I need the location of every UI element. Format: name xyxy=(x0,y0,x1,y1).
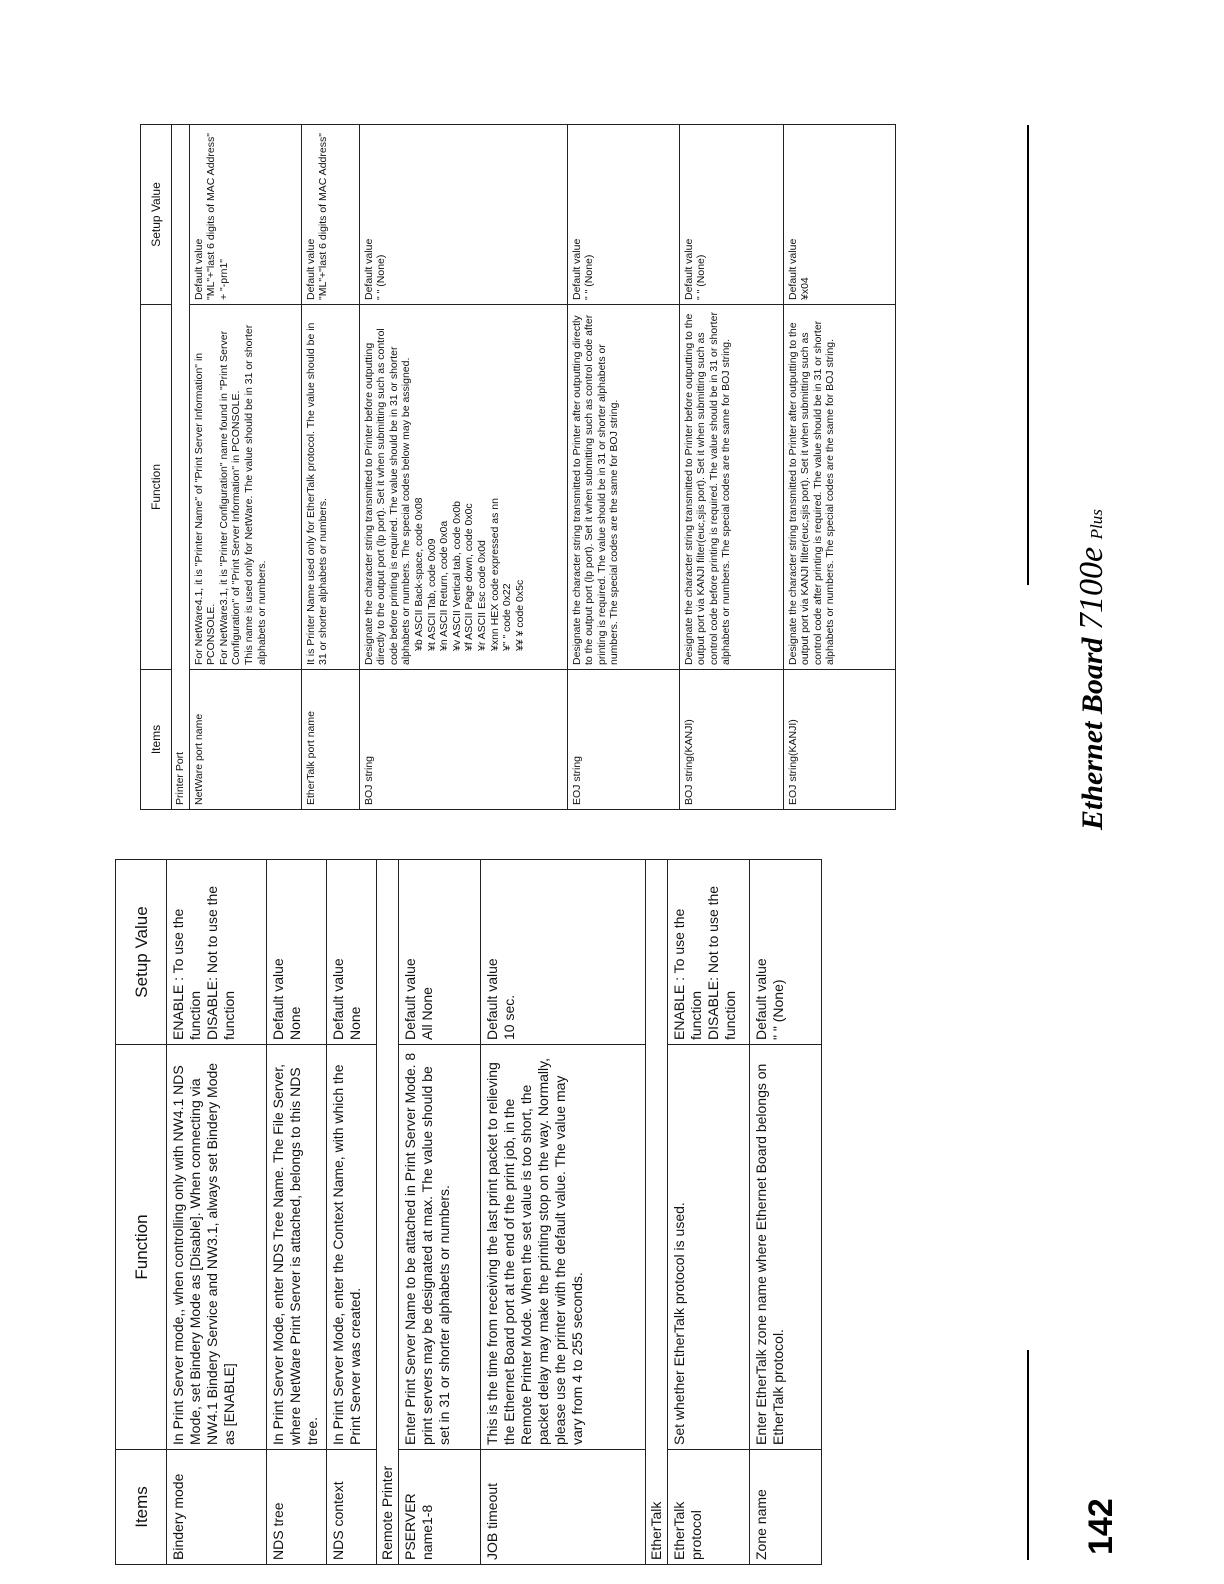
function-cell: It is Printer Name used only for EtherTalk protocol. The value should be in 31 or shorter alphabets or numbers. xyxy=(301,305,359,670)
function-cell: In Print Server Mode, enter the Context Name, with which the Print Server was created. xyxy=(327,1045,377,1450)
setup-cell: Default value 10 sec. xyxy=(481,860,646,1045)
table-row xyxy=(327,860,377,1565)
footer-model: 7100e xyxy=(1073,546,1110,630)
header-function: Function xyxy=(141,305,172,670)
section-title: Printer Port xyxy=(172,125,190,810)
section-row-printer-port xyxy=(172,125,190,810)
function-cell: Set whether EtherTalk protocol is used. xyxy=(668,1045,750,1450)
table-row xyxy=(301,125,359,810)
item-cell: BOJ string xyxy=(359,670,567,810)
table-row xyxy=(750,860,822,1565)
table-row xyxy=(189,125,301,810)
function-cell: For NetWare4.1, it is "Printer Name" of "Print Server Information" in PCONSOLE. For NetWare3.1, it is "Printer Configuration" name found in "Print Server Configuration" of "Print Server Information" in PCONSOLE. This name is used only for NetWare. The value should be in 31 or shorter alphabets or numbers. xyxy=(189,305,301,670)
setup-cell: Default value " " (None) xyxy=(679,125,783,305)
item-cell: EtherTalk protocol xyxy=(668,1450,750,1565)
table-row xyxy=(359,125,567,810)
footer-rule xyxy=(1027,1350,1029,1560)
footer-suffix: Plus xyxy=(1087,509,1106,540)
setup-cell: Default value None xyxy=(327,860,377,1045)
item-cell: EtherTalk port name xyxy=(301,670,359,810)
section-title: EtherTalk xyxy=(646,860,668,1565)
function-cell: Designate the character string transmitted to Printer before outputting to the output port via KANJI filter(euc,sjis port). Set it when submitting such as control code before printing is required. The value should be in 31 or shorter alphabets or numbers. The special codes are the same for BOJ string. xyxy=(679,305,783,670)
table-row xyxy=(567,125,679,810)
header-setup-value: Setup Value xyxy=(116,860,167,1045)
section-row-ethertalk xyxy=(646,860,668,1565)
special-code: ¥r ASCII Esc code 0x0d xyxy=(475,540,488,651)
function-cell: Designate the character string transmitted to Printer after outputting to the output port via KANJI filter(euc,sjis port). Set it when submitting such as control code after printing is required. The value should be in 31 or shorter alphabets or numbers. The special codes are the same for BOJ string. xyxy=(783,305,895,670)
function-cell: In Print Server Mode, enter NDS Tree Name. The File Server, where NetWare Print Server is attached, belongs to this NDS tree. xyxy=(267,1045,327,1450)
printer-port-table xyxy=(140,125,880,810)
item-cell: JOB timeout xyxy=(481,1450,646,1565)
left-settings-table xyxy=(115,860,865,1565)
setup-cell: Default value "ML"+"last 6 digits of MAC Address" xyxy=(301,125,359,305)
setup-cell: ENABLE : To use the function DISABLE: Not to use the function xyxy=(167,860,267,1045)
table-header-row xyxy=(141,125,172,810)
table-row xyxy=(679,125,783,810)
special-code: ¥" " code 0x22 xyxy=(501,583,514,651)
item-cell: NDS tree xyxy=(267,1450,327,1565)
header-function: Function xyxy=(116,1045,167,1450)
table-row xyxy=(167,860,267,1565)
function-cell: Enter Print Server Name to be attached in Print Server Mode. 8 print servers may be designated at max. The value should be set in 31 or shorter alphabets or numbers. xyxy=(399,1045,481,1450)
function-cell: In Print Server mode,, when controlling only with NW4.1 NDS Mode, set Bindery Mode as [Disable]. When connecting via NW4.1 Bindery Service and NW3.1, always set Bindery Mode as [ENABLE] xyxy=(167,1045,267,1450)
table-row xyxy=(783,125,895,810)
special-code: ¥v ASCII Vertical tab, code 0x0b xyxy=(450,500,463,651)
special-code: ¥¥ ¥ code 0x5c xyxy=(513,579,526,651)
function-cell xyxy=(359,305,567,670)
boj-description: Designate the character string transmitted to Printer before outputting directly to the output port (lp port). Set it when submitting such as control code before printing is required. The value should be in 31 or shorter alphabets or numbers. The special codes below may be assigned. xyxy=(362,328,413,665)
setup-cell: Default value ¥x04 xyxy=(783,125,895,305)
setup-cell: Default value None xyxy=(267,860,327,1045)
setup-cell: Default value All None xyxy=(399,860,481,1045)
setup-cell: Default value " " (None) xyxy=(359,125,567,305)
setup-cell: Default value " " (None) xyxy=(750,860,822,1045)
item-cell: EOJ string(KANJI) xyxy=(783,670,895,810)
section-title: Remote Printer xyxy=(377,860,399,1565)
footer-title xyxy=(1073,270,1111,830)
header-items: Items xyxy=(141,670,172,810)
header-setup-value: Setup Value xyxy=(141,125,172,305)
footer-rule xyxy=(1027,125,1029,585)
setup-cell: Default value "ML"+"last 6 digits of MAC Address" + "-prn1" xyxy=(189,125,301,305)
special-code: ¥xnn HEX code expressed as nn xyxy=(488,498,501,651)
special-code: ¥b ASCII Back-space, code 0x08 xyxy=(412,497,425,651)
item-cell: PSERVER name1-8 xyxy=(399,1450,481,1565)
table-row xyxy=(481,860,646,1565)
function-cell: This is the time from receiving the last print packet to relieving the Ethernet Board port at the end of the print job, in the Remote Printer Mode. When the set value is too short, the packet delay may make the printing stop on the way. Normally, please use the printer with the default value. The value may vary from 4 to 255 seconds. xyxy=(481,1045,646,1450)
page-number: 142 xyxy=(1082,1498,1120,1555)
function-cell: Enter EtherTalk zone name where Ethernet Board belongs on EtherTalk protocol. xyxy=(750,1045,822,1450)
item-cell: Zone name xyxy=(750,1450,822,1565)
item-cell: BOJ string(KANJI) xyxy=(679,670,783,810)
setup-cell: ENABLE : To use the function DISABLE: Not to use the function xyxy=(668,860,750,1045)
table-header-row xyxy=(116,860,167,1565)
special-code: ¥t ASCII Tab, code 0x09 xyxy=(425,538,438,651)
item-cell: Bindery mode xyxy=(167,1450,267,1565)
function-cell: Designate the character string transmitted to Printer after outputting directly to the output port (lp port). Set it when submitting such as control code after printing is required. The value should be in 31 or shorter alphabets or numbers. The special codes are the same for BOJ string. xyxy=(567,305,679,670)
table-row xyxy=(668,860,750,1565)
section-row-remote-printer xyxy=(377,860,399,1565)
special-code: ¥f ASCII Page down, code 0x0c xyxy=(463,503,476,651)
setup-cell: Default value " " (None) xyxy=(567,125,679,305)
item-cell: EOJ string xyxy=(567,670,679,810)
table-row xyxy=(267,860,327,1565)
special-code: ¥n ASCII Return, code 0x0a xyxy=(438,520,451,651)
footer-brand: Ethernet Board xyxy=(1076,637,1109,830)
item-cell: NDS context xyxy=(327,1450,377,1565)
table-row xyxy=(399,860,481,1565)
header-items: Items xyxy=(116,1450,167,1565)
special-codes-list xyxy=(413,309,526,651)
item-cell: NetWare port name xyxy=(189,670,301,810)
